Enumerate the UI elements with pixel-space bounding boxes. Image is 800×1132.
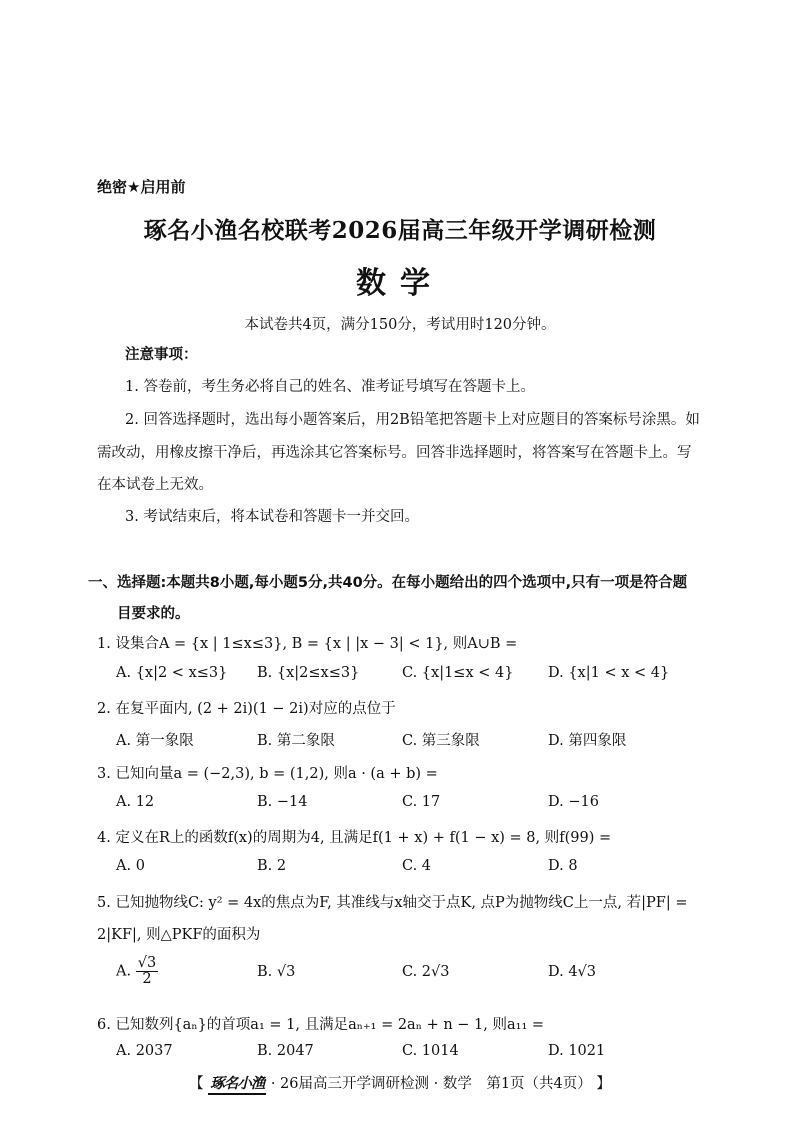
notice-heading: 注意事项： bbox=[125, 347, 198, 363]
question-2-option-b: B. 第二象限 bbox=[257, 733, 335, 749]
question-2-stem: 2. 在复平面内, (2 + 2i)(1 − 2i)对应的点位于 bbox=[97, 701, 396, 717]
question-1-stem: 1. 设集合A = {x | 1≤x≤3}, B = {x | |x − 3| < 1}, 则A∪B = bbox=[97, 636, 518, 652]
section-heading-cont: 目要求的。 bbox=[117, 606, 190, 622]
notice-item-2: 2. 回答选择题时，选出每小题答案后，用2B铅笔把答题卡上对应题目的答案标号涂黑。如 bbox=[125, 412, 700, 428]
notice-item-1: 1. 答卷前，考生务必将自己的姓名、准考证号填写在答题卡上。 bbox=[125, 379, 535, 395]
notice-item-2-cont: 需改动，用橡皮擦干净后，再选涂其它答案标号。回答非选择题时，将答案写在答题卡上。写 bbox=[97, 445, 692, 461]
question-2-option-a: A. 第一象限 bbox=[116, 733, 194, 749]
question-1-option-c: C. {x|1≤x < 4} bbox=[402, 665, 514, 681]
question-5-option-b: B. √3 bbox=[257, 964, 296, 980]
question-5-option-d: D. 4√3 bbox=[548, 964, 597, 980]
question-4-option-c: C. 4 bbox=[402, 858, 432, 874]
confidential-label: 绝密★启用前 bbox=[97, 178, 186, 196]
fraction bbox=[136, 956, 158, 987]
option-a-prefix: A. bbox=[116, 963, 132, 980]
question-4-stem: 4. 定义在R上的函数f(x)的周期为4, 且满足f(1 + x) + f(1 − x) = 8, 则f(99) = bbox=[97, 830, 612, 846]
question-1-option-d: D. {x|1 < x < 4} bbox=[548, 665, 670, 681]
footer-open-bracket: 【 bbox=[189, 1076, 204, 1092]
question-2-option-c: C. 第三象限 bbox=[402, 733, 480, 749]
question-6-option-a: A. 2037 bbox=[116, 1043, 173, 1059]
page-footer bbox=[0, 1072, 800, 1095]
exam-title: 琢名小渔名校联考2026届高三年级开学调研检测 bbox=[143, 217, 657, 244]
question-4-option-d: D. 8 bbox=[548, 858, 578, 874]
exam-info: 本试卷共4页，满分150分，考试用时120分钟。 bbox=[244, 317, 556, 333]
question-6-option-b: B. 2047 bbox=[257, 1043, 314, 1059]
question-5-option-a bbox=[116, 956, 158, 987]
question-5-option-c: C. 2√3 bbox=[402, 964, 450, 980]
fraction-denominator: 2 bbox=[142, 971, 152, 988]
question-3-option-b: B. −14 bbox=[257, 794, 308, 810]
question-2-option-d: D. 第四象限 bbox=[548, 733, 627, 749]
brand-logo: 琢名小渔 bbox=[208, 1072, 266, 1095]
footer-close-bracket: 】 bbox=[596, 1076, 611, 1092]
question-6-stem: 6. 已知数列{aₙ}的首项a₁ = 1, 且满足aₙ₊₁ = 2aₙ + n − 1, 则a₁₁ = bbox=[97, 1017, 545, 1033]
question-3-option-c: C. 17 bbox=[402, 794, 441, 810]
question-6-option-d: D. 1021 bbox=[548, 1043, 606, 1059]
question-5-stem: 5. 已知抛物线C: y² = 4x的焦点为F, 其准线与x轴交于点K, 点P为抛物线C上一点, 若|PF| = bbox=[97, 895, 688, 911]
question-5-stem-cont: 2|KF|, 则△PKF的面积为 bbox=[97, 927, 261, 943]
question-3-option-d: D. −16 bbox=[548, 794, 599, 810]
question-1-option-a: A. {x|2 < x≤3} bbox=[116, 665, 228, 681]
footer-text: · 26届高三开学调研检测 · 数学 第1页（共4页） bbox=[270, 1076, 592, 1092]
question-6-option-c: C. 1014 bbox=[402, 1043, 459, 1059]
section-heading: 一、选择题:本题共8小题,每小题5分,共40分。在每小题给出的四个选项中,只有一项是符合题 bbox=[88, 575, 688, 591]
question-4-option-a: A. 0 bbox=[116, 858, 145, 874]
question-1-option-b: B. {x|2≤x≤3} bbox=[257, 665, 360, 681]
subject-title: 数学 bbox=[356, 266, 444, 301]
fraction-numerator: √3 bbox=[137, 955, 157, 971]
question-3-stem: 3. 已知向量a = (−2,3), b = (1,2), 则a · (a + b) = bbox=[97, 766, 438, 782]
notice-item-3: 3. 考试结束后，将本试卷和答题卡一并交回。 bbox=[125, 509, 419, 525]
question-3-option-a: A. 12 bbox=[116, 794, 155, 810]
question-4-option-b: B. 2 bbox=[257, 858, 287, 874]
notice-item-2-end: 在本试卷上无效。 bbox=[97, 477, 213, 493]
